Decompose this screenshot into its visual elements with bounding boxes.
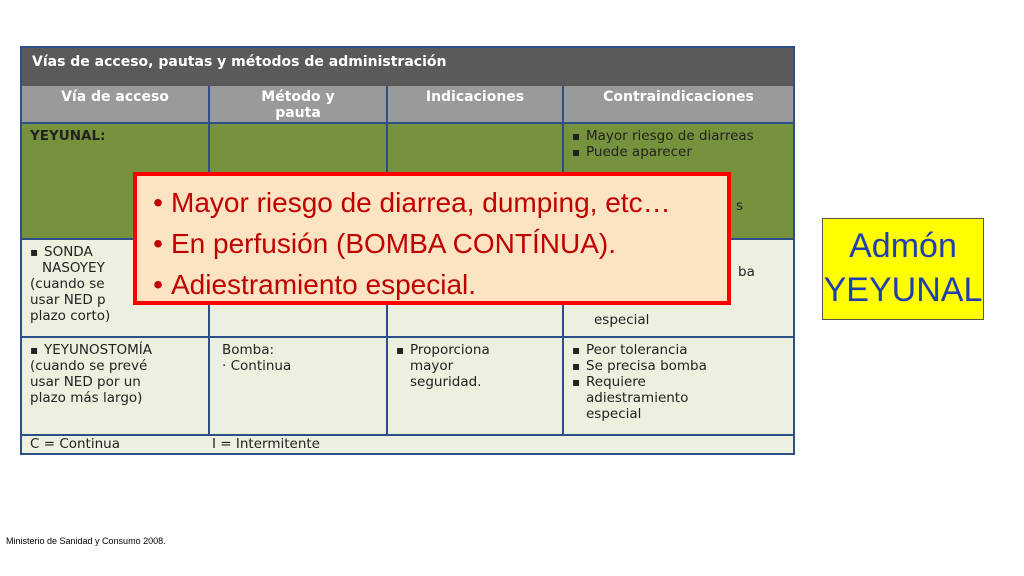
source-citation: Ministerio de Sanidad y Consumo 2008. xyxy=(6,536,166,546)
header-metodo: Método y pauta xyxy=(210,86,388,124)
callout-item xyxy=(145,223,727,264)
row3-contra-item: ▪ Peor tolerancia xyxy=(572,342,785,358)
row2-via-line: usar NED p xyxy=(30,292,106,308)
row1-contra-item: ▪ Mayor riesgo de diarreas xyxy=(572,128,785,144)
row3-contra-item: ▪ Se precisa bomba xyxy=(572,358,785,374)
admon-line: Admón xyxy=(849,227,957,265)
row3-metodo-line: Bomba: xyxy=(222,342,275,358)
row3-via-line: ▪ YEYUNOSTOMÍA xyxy=(30,342,200,358)
admon-yeyunal-box xyxy=(822,218,984,320)
row1-via-label: YEYUNAL: xyxy=(30,128,106,144)
row2-contra-fragment: s xyxy=(736,198,744,214)
row2-via-line: NASOYEY xyxy=(42,260,105,276)
row2-contra-fragment: ba xyxy=(738,264,755,280)
row3-via-line: plazo más largo) xyxy=(30,390,143,406)
header-indicaciones: Indicaciones xyxy=(388,86,564,124)
footer-continua: C = Continua xyxy=(30,436,120,452)
footer-intermitente: I = Intermitente xyxy=(212,436,320,452)
row3-metodo xyxy=(210,338,388,436)
callout-item-text: En perfusión (BOMBA CONTÍNUA). xyxy=(171,228,617,259)
bullet-icon: • xyxy=(153,228,163,259)
callout-item-text: Adiestramiento especial. xyxy=(171,269,477,300)
yeyunal-line: YEYUNAL xyxy=(823,271,983,309)
table-title: Vías de acceso, pautas y métodos de administración xyxy=(22,48,793,86)
row3-indicaciones-item: ▪ Proporciona mayor seguridad. xyxy=(396,342,520,390)
row2-contra-fragment: especial xyxy=(594,312,650,328)
row2-via-line: plazo corto) xyxy=(30,308,111,324)
row3-contra-item: ▪ Requiere adiestramiento especial xyxy=(572,374,736,422)
row3-contra xyxy=(564,338,793,436)
row3-metodo-line: · Continua xyxy=(222,358,292,374)
callout-item xyxy=(145,264,727,305)
row1-contra-item: ▪ Puede aparecer xyxy=(572,144,785,160)
row3-via-line: (cuando se prevé xyxy=(30,358,148,374)
callout-item xyxy=(145,182,727,223)
bullet-icon: • xyxy=(153,187,163,218)
table-footer xyxy=(22,436,793,453)
callout-list xyxy=(145,182,727,305)
header-contraindicaciones: Contraindicaciones xyxy=(564,86,793,124)
header-via: Vía de acceso xyxy=(22,86,210,124)
row3-via-line: usar NED por un xyxy=(30,374,141,390)
callout-item-text: Mayor riesgo de diarrea, dumping, etc… xyxy=(171,187,671,218)
bullet-icon: • xyxy=(153,269,163,300)
row2-via-line: ▪ SONDA xyxy=(30,244,200,260)
row3-indicaciones xyxy=(388,338,564,436)
row2-via-line: (cuando se xyxy=(30,276,105,292)
row3-via xyxy=(22,338,210,436)
callout-box xyxy=(133,172,731,305)
